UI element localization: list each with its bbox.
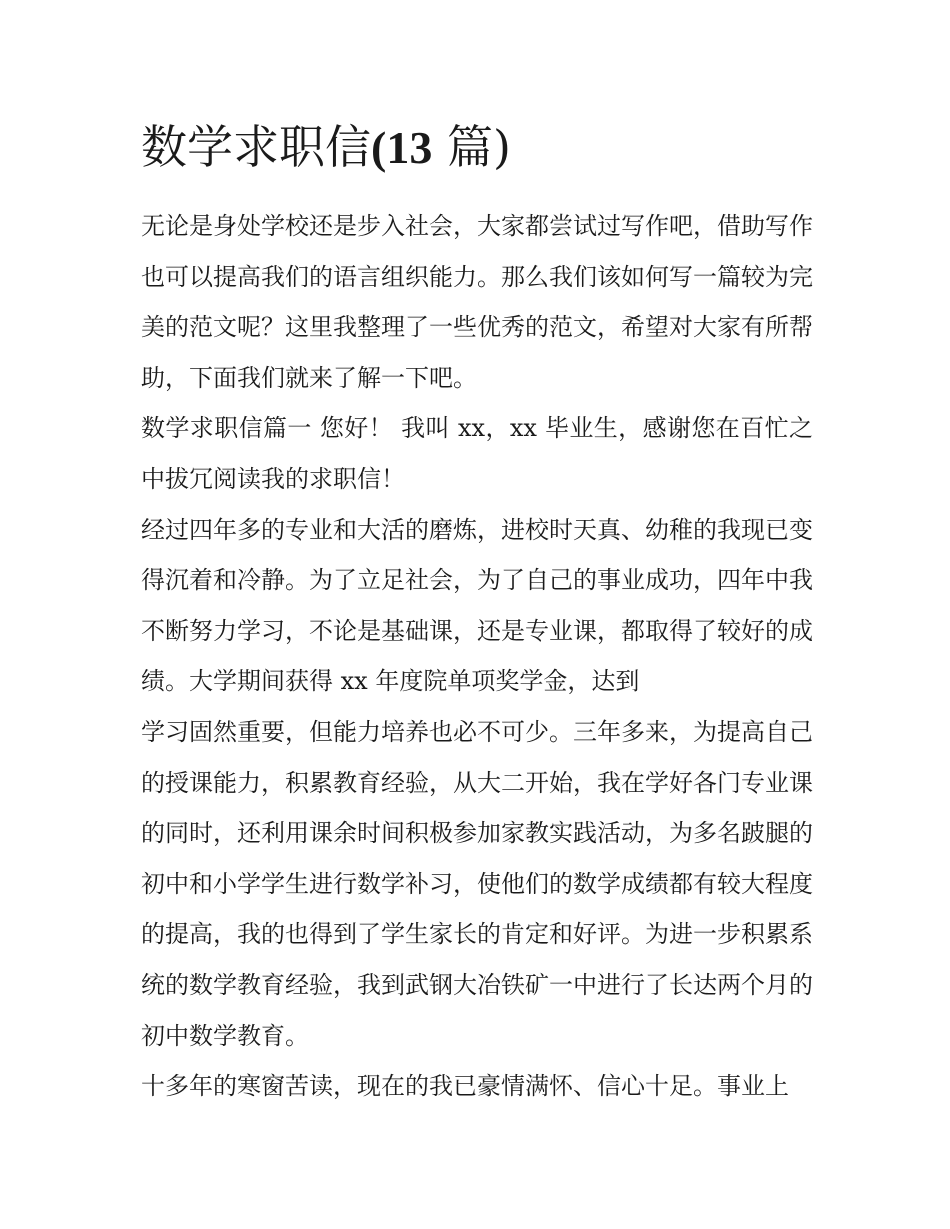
paragraph-greeting: 数学求职信篇一 您好！ 我叫 xx，xx 毕业生，感谢您在百忙之中拔冗阅读我的求职信！ bbox=[141, 414, 813, 493]
title-main: 数学求职信 bbox=[141, 120, 371, 174]
title-suffix: 篇) bbox=[432, 120, 511, 174]
paragraph-closing: 十多年的寒窗苦读，现在的我已豪情满怀、信心十足。事业上 bbox=[141, 1072, 789, 1101]
document-page bbox=[141, 116, 813, 1112]
title-count: (13 bbox=[371, 122, 433, 173]
paragraph-intro: 无论是身处学校还是步入社会，大家都尝试过写作吧，借助写作也可以提高我们的语言组织能力。那么我们该如何写一篇较为完美的范文呢？这里我整理了一些优秀的范文，希望对大家有所帮助，下面我们就来了解一下吧。 bbox=[141, 212, 813, 392]
paragraph-study: 经过四年多的专业和大活的磨炼，进校时天真、幼稚的我现已变得沉着和冷静。为了立足社会，为了自己的事业成功，四年中我不断努力学习，不论是基础课，还是专业课，都取得了较好的成绩。大学期间获得 xx 年度院单项奖学金，达到 bbox=[141, 515, 813, 696]
document-title bbox=[141, 116, 813, 179]
paragraph-ability: 学习固然重要，但能力培养也必不可少。三年多来，为提高自己的授课能力，积累教育经验，从大二开始，我在学好各门专业课的同时，还利用课余时间积极参加家教实践活动，为多名跛腿的初中和小学学生进行数学补习，使他们的数学成绩都有较大程度的提高，我的也得到了学生家长的肯定和好评。为进一步积累系统的数学教育经验，我到武钢大冶铁矿一中进行了长达两个月的初中数学教育。 bbox=[141, 717, 813, 1050]
